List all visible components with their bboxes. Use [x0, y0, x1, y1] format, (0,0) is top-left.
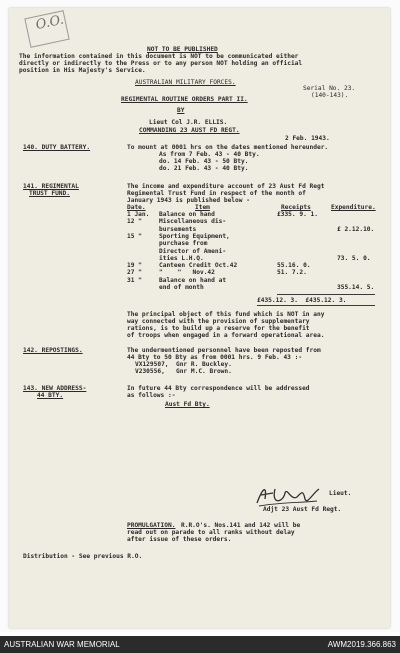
distribution-note: Distribution - See previous R.O.: [23, 553, 143, 560]
order-141-line: January 1943 is published below -: [127, 197, 250, 204]
order-sheet: [9, 8, 390, 628]
order-142-line: V230556, Gnr M.C. Brown.: [135, 368, 232, 375]
fund-cell-item: end of month: [159, 284, 204, 291]
fund-cell-item: " " Nov.42: [159, 269, 215, 277]
promulgation-line: after issue of these orders.: [127, 536, 232, 543]
order-143-address: Aust Fd Bty.: [165, 401, 210, 408]
fund-cell-item: Canteen Credit Oct.42: [159, 262, 238, 270]
fund-cell-item: Director of Ameni-: [159, 247, 227, 255]
force-heading: AUSTRALIAN MILITARY FORCES.: [135, 79, 236, 86]
archive-name: AUSTRALIAN WAR MEMORIAL: [4, 640, 120, 649]
table-header-expenditure: Expenditure.: [331, 204, 376, 211]
order-141-line: Regimental Trust Fund in respect of the month of: [127, 190, 306, 197]
orders-title: REGIMENTAL ROUTINE ORDERS PART II.: [121, 96, 248, 103]
office-stamp: [24, 10, 69, 48]
command-line: COMMANDING 23 AUST FD REGT.: [139, 127, 240, 134]
fund-cell-date: 12 ": [127, 218, 142, 226]
order-143-line: as follows :-: [127, 392, 176, 399]
order-142-line: The undermentioned personnel have been reposted from: [127, 347, 321, 354]
fund-cell-item: ities L.H.Q.: [159, 254, 204, 262]
order-date: 2 Feb. 1943.: [285, 135, 330, 142]
order-140-line: As from 7 Feb. 43 - 40 Bty.: [159, 151, 260, 158]
table-header-receipts: Receipts: [281, 204, 311, 211]
total-double-rule: [257, 305, 375, 306]
order-140-line: To mount at 0001 hrs on the dates mentioned hereunder.: [127, 144, 329, 151]
order-143-heading-2: 44 BTY.: [37, 392, 64, 399]
fund-cell-item: purchase from: [159, 240, 208, 248]
order-140-line: do. 21 Feb. 43 - 40 Bty.: [159, 165, 249, 172]
fund-cell-expenditure: 73. 5. 0.: [337, 254, 371, 262]
order-142-heading: 142. REPOSTINGS.: [23, 347, 83, 354]
promulgation-line: R.R.O's. Nos.141 and 142 will be: [181, 522, 301, 529]
signatory-rank: Lieut.: [329, 490, 352, 497]
fund-cell-receipts: £335. 9. 1.: [277, 211, 318, 218]
serial-range: (140-143).: [311, 92, 349, 99]
fund-cell-item: Balance on hand at: [159, 276, 227, 284]
fund-cell-date: 19 ": [127, 262, 142, 270]
fund-object-line: The principal object of this fund which is NOT in any: [127, 311, 325, 318]
archive-caption-bar: [0, 636, 400, 653]
fund-cell-item: Sporting Equipment,: [159, 232, 230, 240]
fund-object-line: of troops when engaged in a forward operational area.: [127, 332, 325, 339]
signatory-appointment: Adjt 23 Aust Fd Regt.: [263, 506, 342, 513]
order-140-heading: 140. DUTY BATTERY.: [23, 144, 91, 151]
notice-line-1: The information contained in this document is NOT to be communicated either: [19, 53, 299, 60]
stamp-text: O.O.: [34, 12, 66, 34]
notice-line-2: directly or indirectly to the Press or to any person NOT holding an official: [19, 60, 303, 67]
promulgation-line: read out on parade to all ranks without delay: [127, 529, 295, 536]
fund-cell-item: Miscellaneous dis-: [159, 218, 227, 226]
order-140-line: do. 14 Feb. 43 - 50 Bty.: [159, 158, 249, 165]
officer-name: Lieut Col J.R. ELLIS.: [149, 119, 228, 126]
table-header-date: Date.: [127, 204, 146, 211]
fund-cell-expenditure: £ 2.12.10.: [337, 225, 375, 233]
fund-object-line: way connected with the provision of supplementary: [127, 318, 310, 325]
fund-cell-item: Balance on hand: [159, 211, 215, 218]
order-143-line: In future 44 Bty correspondence will be addressed: [127, 385, 310, 392]
serial-number: Serial No. 23.: [303, 85, 356, 92]
order-141-heading-2: TRUST FUND.: [29, 190, 70, 197]
order-142-line: 44 Bty to 50 Bty as from 0001 hrs. 9 Feb. 43 :-: [127, 354, 303, 361]
table-totals: £435.12. 3. £435.12. 3.: [257, 297, 347, 304]
fund-cell-date: 15 ": [127, 232, 142, 240]
accession-number: AWM2019.366.863: [327, 640, 396, 649]
promulgation-label: PROMULGATION.: [127, 522, 176, 529]
notice-line-3: position in His Majesty's Service.: [19, 67, 146, 74]
order-141-line: The income and expenditure account of 23 Aust Fd Regt: [127, 183, 325, 190]
fund-object-line: rations, is to build up a reserve for the benefit: [127, 325, 310, 332]
fund-cell-expenditure: 355.14. 5.: [337, 284, 375, 291]
secrecy-heading: NOT TO BE PUBLISHED: [147, 46, 218, 53]
fund-cell-receipts: 55.16. 0.: [277, 262, 311, 270]
order-143-heading: 143. NEW ADDRESS-: [23, 385, 87, 392]
total-rule: [277, 294, 375, 295]
fund-cell-date: 1 Jan.: [127, 211, 150, 218]
fund-cell-receipts: 51. 7.2.: [277, 269, 307, 277]
by-line: BY: [177, 107, 185, 114]
fund-cell-item: bursements: [159, 225, 197, 233]
order-142-line: VX129507, Gnr R. Buckley.: [135, 361, 232, 368]
order-141-heading: 141. REGIMENTAL: [23, 183, 79, 190]
fund-cell-date: 31 ": [127, 276, 142, 284]
table-header-item: Item: [195, 204, 210, 211]
fund-cell-date: 27 ": [127, 269, 142, 277]
